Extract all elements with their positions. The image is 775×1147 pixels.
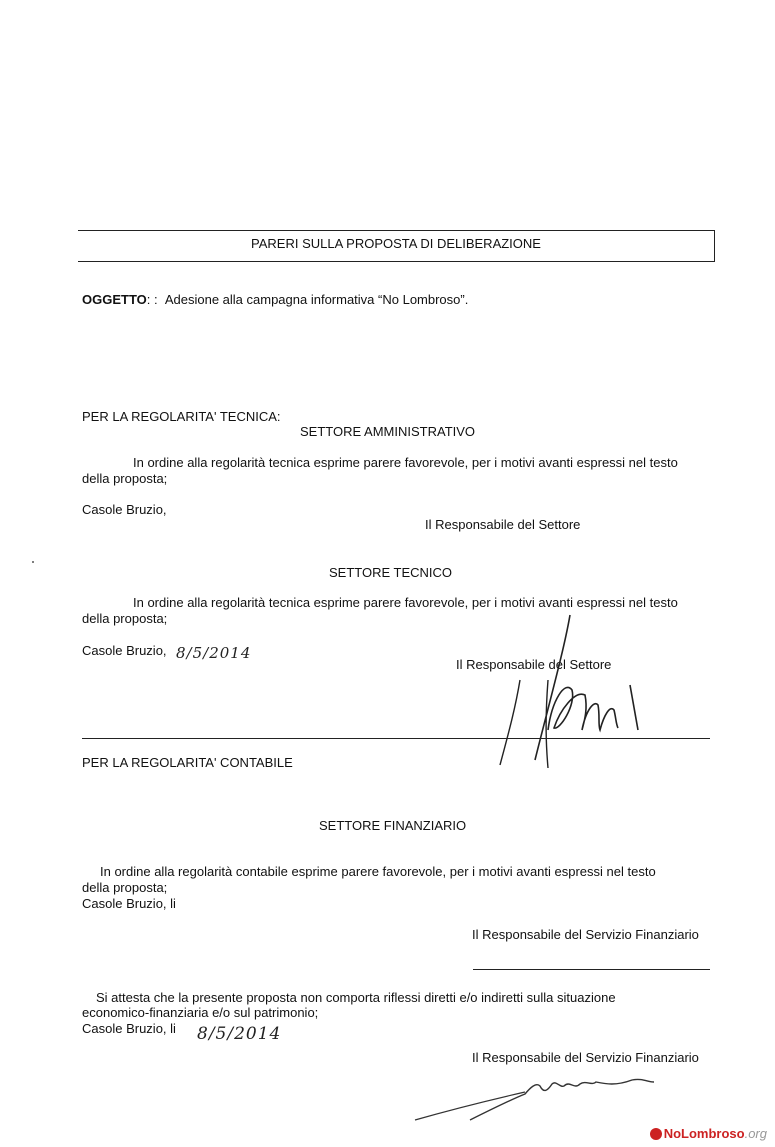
attestazione-line1: Si attesta che la presente proposta non comporta riflessi diretti e/o indiretti sulla situazione [96,990,616,1005]
sector-amministrativo-line1: In ordine alla regolarità tecnica esprime parere favorevole, per i motivi avanti espressi nel testo [133,455,678,470]
sector-finanziario-signer: Il Responsabile del Servizio Finanziario [472,927,699,942]
logo-ball-icon [650,1128,662,1140]
sector-finanziario-line1: In ordine alla regolarità contabile esprime parere favorevole, per i motivi avanti espressi nel testo [100,864,656,879]
sector-tecnico-line2: della proposta; [82,611,168,626]
sector-tecnico-place: Casole Bruzio, [82,643,167,658]
section-divider [82,738,710,739]
signature-tecnico [490,610,650,770]
tecnica-heading: PER LA REGOLARITA' TECNICA: [82,409,281,424]
attestazione-handwritten-date: 8/5/2014 [197,1024,282,1044]
footer-logo-main: NoLombroso [663,1126,745,1141]
oggetto-line [82,292,468,307]
oggetto-text: Adesione alla campagna informativa “No Lombroso”. [164,292,469,307]
sector-tecnico-title: SETTORE TECNICO [329,565,453,580]
sector-tecnico-signer: Il Responsabile del Settore [456,657,612,672]
contabile-heading: PER LA REGOLARITA' CONTABILE [82,755,293,770]
oggetto-separator: : : [146,292,158,307]
sector-amministrativo-place: Casole Bruzio, [82,502,167,517]
sector-finanziario-title: SETTORE FINANZIARIO [319,818,467,833]
sector-finanziario-line2: della proposta; [82,880,168,895]
attestazione-line2: economico-finanziaria e/o sul patrimonio; [82,1005,319,1020]
oggetto-label: OGGETTO [82,292,147,307]
sector-tecnico-handwritten-date: 8/5/2014 [176,644,252,662]
page-title: PARERI SULLA PROPOSTA DI DELIBERAZIONE [251,236,541,251]
attestazione-signer: Il Responsabile del Servizio Finanziario [472,1050,699,1065]
footer-logo [650,1126,767,1141]
signature-line-finanziario [473,969,710,970]
sector-amministrativo-signer: Il Responsabile del Settore [425,517,581,532]
sector-finanziario-place: Casole Bruzio, li [82,896,176,911]
scan-speck [32,561,34,563]
header-box [78,230,715,262]
footer-logo-suffix: .org [744,1126,767,1141]
attestazione-place: Casole Bruzio, li [82,1021,176,1036]
sector-amministrativo-title: SETTORE AMMINISTRATIVO [300,424,476,439]
signature-finanziario [410,1070,660,1130]
sector-amministrativo-line2: della proposta; [82,471,168,486]
sector-tecnico-line1: In ordine alla regolarità tecnica esprime parere favorevole, per i motivi avanti espressi nel testo [133,595,678,610]
